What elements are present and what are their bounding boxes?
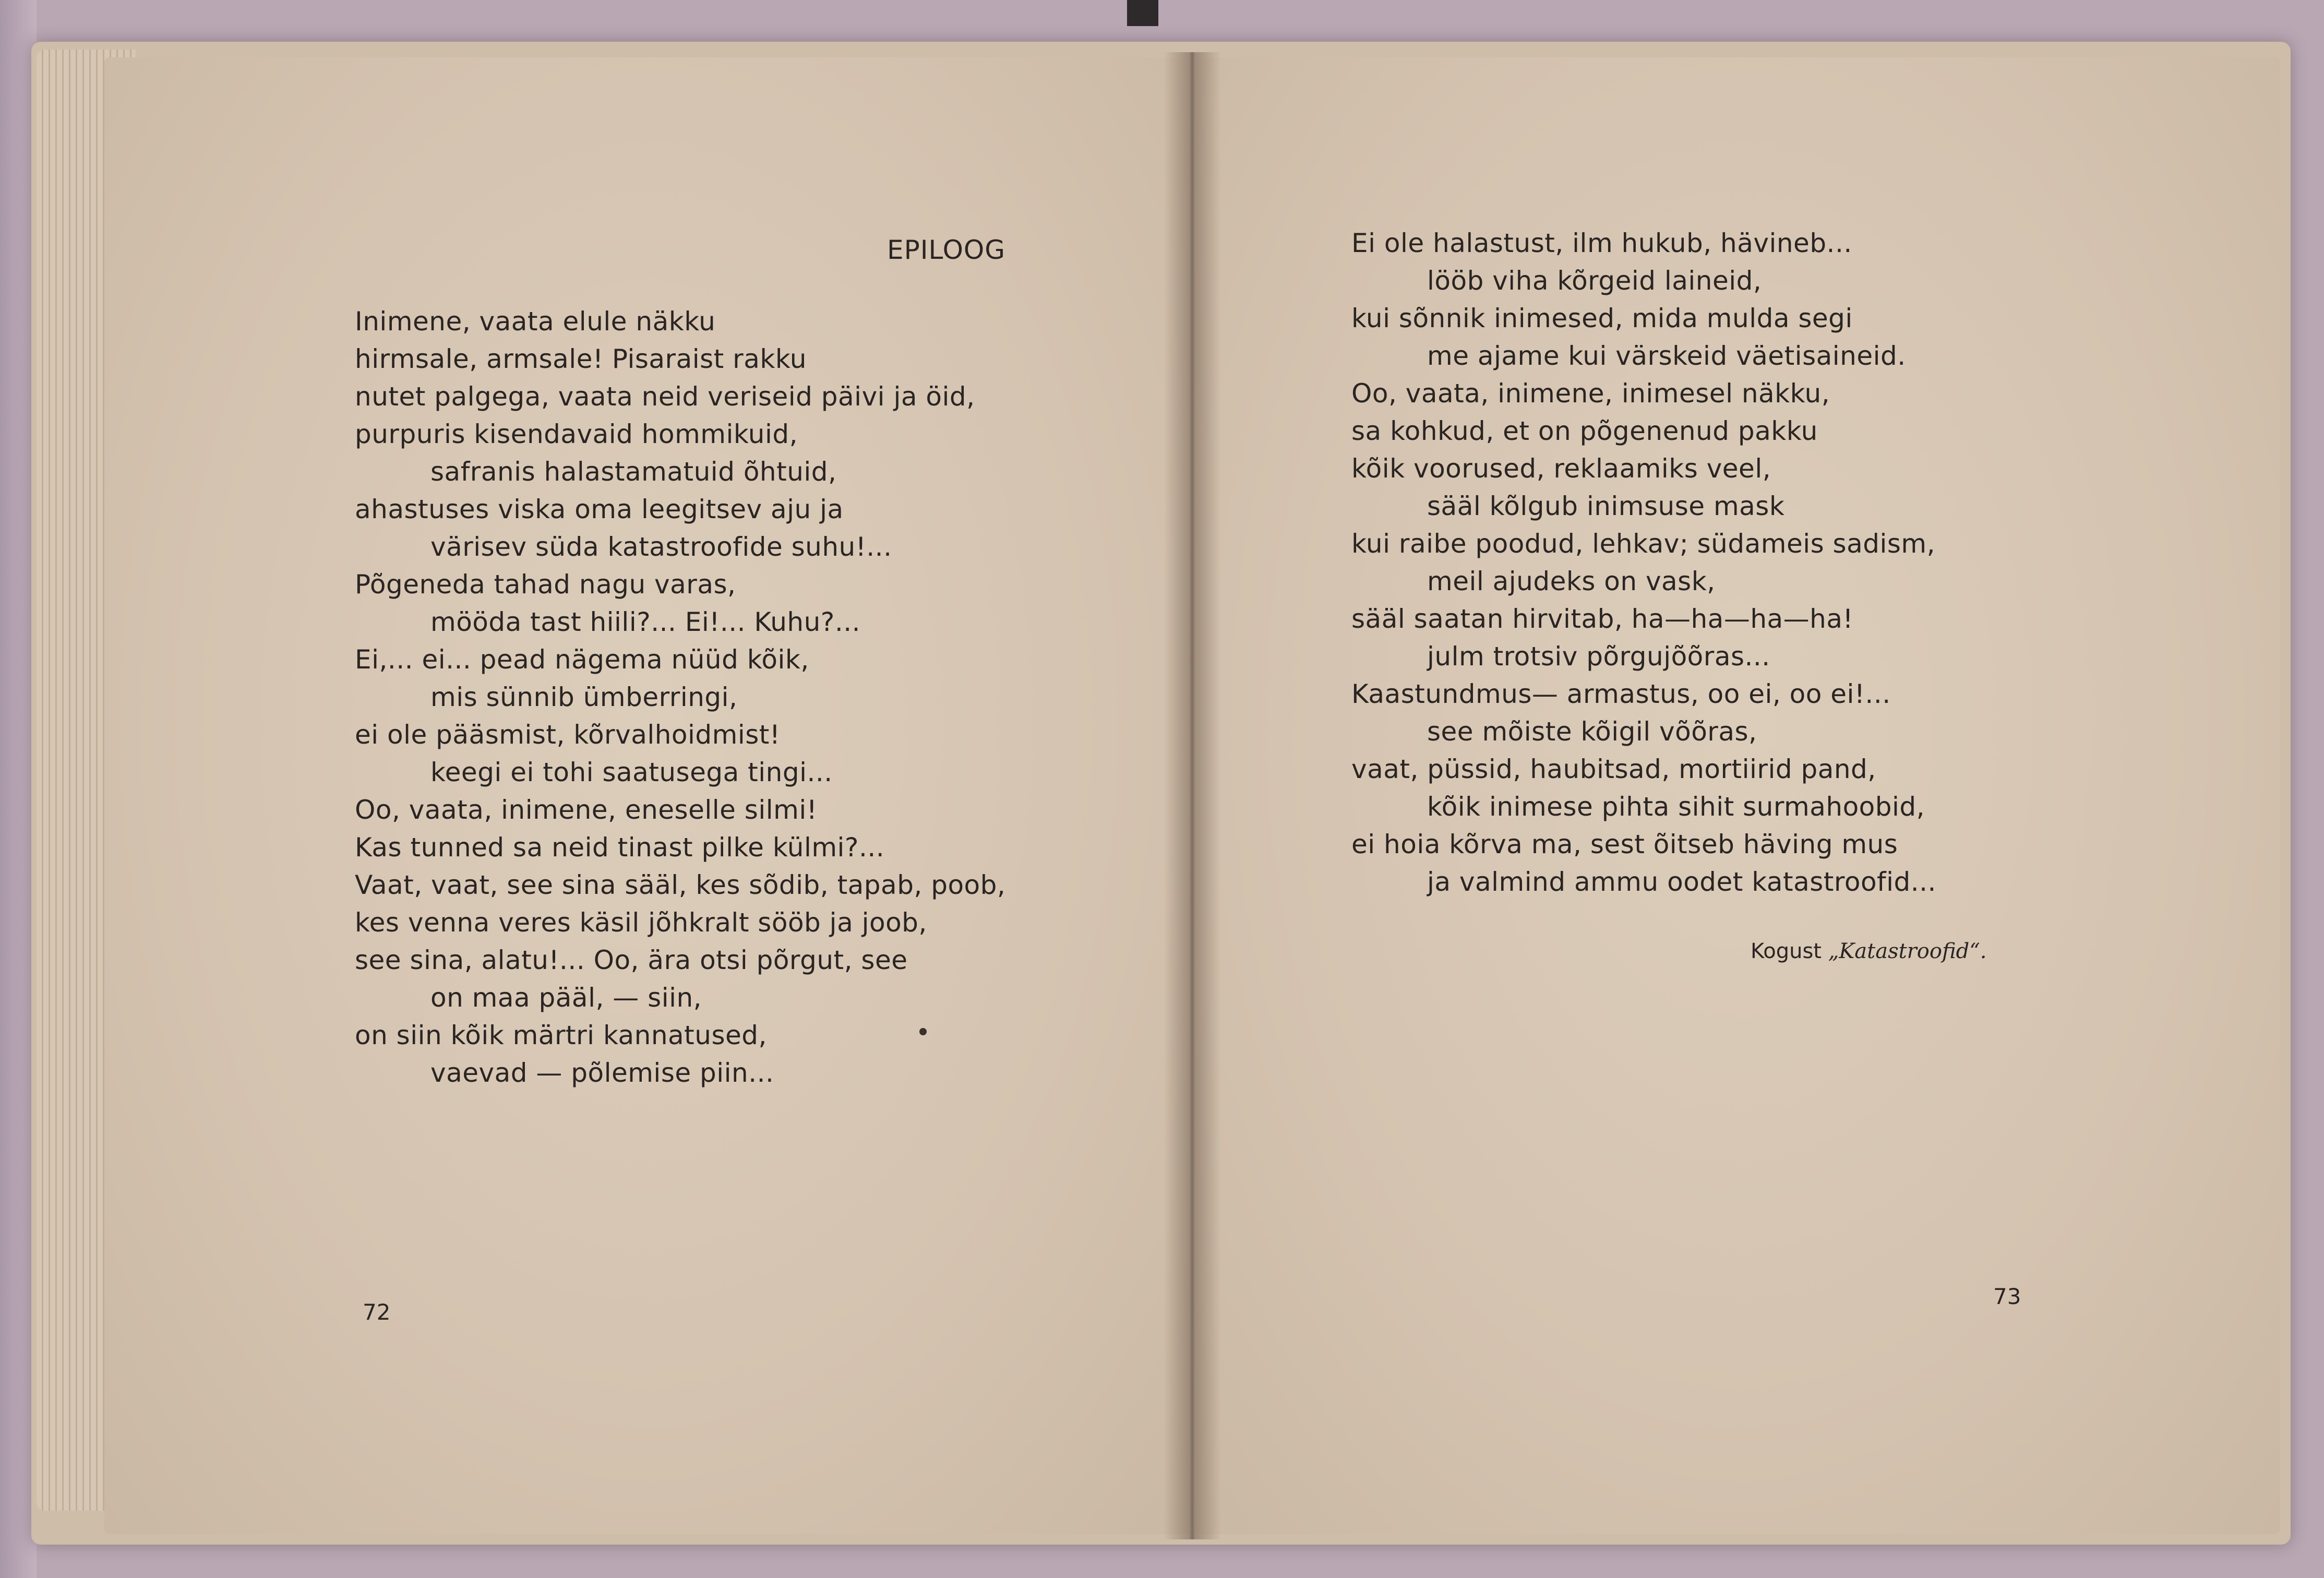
poem-line: julm trotsiv põrgujõõras... (1427, 641, 1770, 672)
poem-line: Kas tunned sa neid tinast pilke külmi?... (355, 832, 885, 863)
background-strip (1127, 0, 1158, 26)
source-citation (1751, 939, 1986, 963)
poem-line: purpuris kisendavaid hommikuid, (355, 419, 798, 449)
poem-line: Ei ole halastust, ilm hukub, hävineb... (1351, 228, 1852, 258)
poem-line: kui raibe poodud, lehkav; südameis sadism, (1351, 529, 1936, 559)
page-number-right: 73 (1993, 1284, 2021, 1309)
poem-line: ei ole pääsmist, kõrvalhoidmist! (355, 720, 781, 750)
poem-line: ja valmind ammu oodet katastroofid... (1427, 867, 1936, 897)
poem-line: kui sõnnik inimesed, mida mulda segi (1351, 303, 1853, 333)
left-page (104, 57, 1190, 1534)
page-number-left: 72 (363, 1299, 391, 1325)
source-title: „Katastroofid“. (1828, 939, 1987, 963)
ink-speck (919, 1028, 927, 1035)
poem-line: see mõiste kõigil võõras, (1427, 716, 1757, 747)
poem-line: on maa pääl, — siin, (430, 983, 702, 1013)
poem-line: värisev süda katastroofide suhu!... (430, 532, 892, 562)
right-poem-text (1351, 224, 1936, 901)
left-poem-text (355, 303, 1005, 1092)
poem-line: ahastuses viska oma leegitsev aju ja (355, 494, 844, 524)
poem-line: see sina, alatu!... Oo, ära otsi põrgut, see (355, 945, 908, 975)
poem-line: on siin kõik märtri kannatused, (355, 1020, 767, 1050)
source-prefix: Kogust (1751, 939, 1822, 963)
book-gutter (1164, 52, 1221, 1539)
poem-line: nutet palgega, vaata neid veriseid päivi ja öid, (355, 381, 975, 412)
poem-line: me ajame kui värskeid väetisaineid. (1427, 341, 1906, 371)
poem-line: vaevad — põlemise piin... (430, 1058, 774, 1088)
poem-line: Oo, vaata, inimene, eneselle silmi! (355, 795, 818, 825)
poem-line: Põgeneda tahad nagu varas, (355, 569, 736, 600)
poem-line: safranis halastamatuid õhtuid, (430, 457, 837, 487)
poem-line: sa kohkud, et on põgenenud pakku (1351, 416, 1818, 446)
poem-line: Inimene, vaata elule näkku (355, 306, 716, 337)
poem-line: Vaat, vaat, see sina sääl, kes sõdib, tapab, poob, (355, 870, 1006, 900)
right-page (1195, 57, 2280, 1534)
poem-line: sääl kõlgub inimsuse mask (1427, 491, 1785, 521)
poem-line: mis sünnib ümberringi, (430, 682, 738, 712)
poem-line: ei hoia kõrva ma, sest õitseb häving mus (1351, 829, 1898, 859)
poem-line: kes venna veres käsil jõhkralt sööb ja joob, (355, 907, 927, 938)
poem-line: Ei,... ei... pead nägema nüüd kõik, (355, 644, 809, 675)
poem-line: kõik voorused, reklaamiks veel, (1351, 453, 1771, 484)
poem-line: meil ajudeks on vask, (1427, 566, 1716, 596)
poem-line: lööb viha kõrgeid laineid, (1427, 266, 1762, 296)
poem-line: Kaastundmus— armastus, oo ei, oo ei!... (1351, 679, 1891, 709)
poem-line: Oo, vaata, inimene, inimesel näkku, (1351, 378, 1830, 409)
poem-heading: EPILOOG (887, 235, 1006, 265)
poem-line: hirmsale, armsale! Pisaraist rakku (355, 344, 807, 374)
poem-line: keegi ei tohi saatusega tingi... (430, 757, 833, 787)
poem-line: mööda tast hiili?... Ei!... Kuhu?... (430, 607, 861, 637)
poem-line: sääl saatan hirvitab, ha—ha—ha—ha! (1351, 604, 1854, 634)
poem-line: kõik inimese pihta sihit surmahoobid, (1427, 792, 1925, 822)
poem-line: vaat, püssid, haubitsad, mortiirid pand, (1351, 754, 1876, 784)
